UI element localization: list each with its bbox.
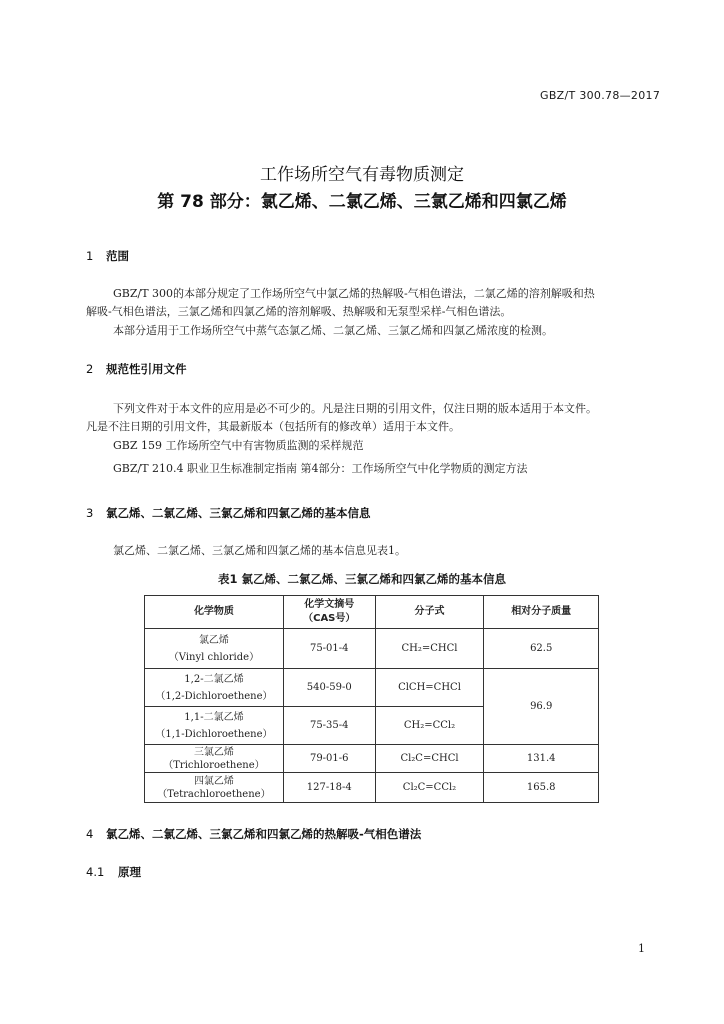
section-heading-method	[86, 826, 421, 842]
cell-substance	[145, 707, 284, 745]
scope-paragraph-line: 解吸-气相色谱法，三氯乙烯和四氯乙烯的溶剂解吸、热解吸和无泵型采样-气相色谱法。	[86, 305, 512, 318]
cell-formula: CH₂=CCl₂	[375, 707, 484, 745]
section-title: 氯乙烯、二氯乙烯、三氯乙烯和四氯乙烯的基本信息	[106, 506, 371, 520]
section-number: 1	[86, 249, 94, 263]
substance-name-en: （Tetrachloroethene）	[157, 788, 271, 800]
table-caption: 表1 氯乙烯、二氯乙烯、三氯乙烯和四氯乙烯的基本信息	[217, 572, 506, 586]
section-heading-basic-info	[86, 505, 371, 521]
cell-cas: 540-59-0	[283, 669, 375, 707]
section-number: 3	[86, 506, 94, 520]
cell-substance	[145, 629, 284, 669]
refs-intro-line: 凡是不注日期的引用文件，其最新版本（包括所有的修改单）适用于本文件。	[86, 420, 460, 433]
scope-paragraph: 本部分适用于工作场所空气中蒸气态氯乙烯、二氯乙烯、三氯乙烯和四氯乙烯浓度的检测。	[113, 324, 553, 337]
cell-formula: ClCH=CHCl	[375, 669, 484, 707]
substance-name-en: （1,2-Dichloroethene）	[155, 690, 273, 702]
section-number: 4	[86, 827, 94, 841]
substance-name-cn: 1,1-二氯乙烯	[184, 711, 244, 723]
doc-subtitle: 第 78 部分：氯乙烯、二氯乙烯、三氯乙烯和四氯乙烯	[157, 192, 567, 212]
header-cas-line: 化学文摘号	[304, 599, 355, 610]
table-row	[145, 745, 599, 773]
header-cas-line: （CAS号）	[303, 613, 356, 624]
section-title: 规范性引用文件	[106, 362, 187, 376]
section-number: 4.1	[86, 865, 105, 879]
substance-name-cn: 四氯乙烯	[193, 775, 234, 787]
cell-formula: Cl₂C=CCl₂	[375, 773, 484, 803]
cell-mass: 131.4	[484, 745, 599, 773]
substance-name-en: （1,1-Dichloroethene）	[155, 728, 273, 740]
substance-name-cn: 三氯乙烯	[193, 746, 234, 758]
section-title: 氯乙烯、二氯乙烯、三氯乙烯和四氯乙烯的热解吸-气相色谱法	[106, 827, 422, 841]
cell-cas: 75-01-4	[283, 629, 375, 669]
cell-mass-merged: 96.9	[484, 669, 599, 745]
reference-item: GBZ/T 210.4 职业卫生标准制定指南 第4部分：工作场所空气中化学物质的测定方法	[113, 462, 528, 475]
table-row	[145, 669, 599, 707]
substance-name-en: （Trichloroethene）	[163, 759, 265, 771]
cell-substance	[145, 669, 284, 707]
subsection-heading-principle	[86, 864, 141, 880]
table-header-row	[145, 596, 599, 629]
cell-mass: 62.5	[484, 629, 599, 669]
table-row	[145, 773, 599, 803]
table-row	[145, 629, 599, 669]
cell-substance	[145, 773, 284, 803]
scope-paragraph-line: GBZ/T 300的本部分规定了工作场所空气中氯乙烯的热解吸-气相色谱法，二氯乙烯的溶剂解吸和热	[113, 287, 595, 300]
doc-title: 工作场所空气有毒物质测定	[260, 165, 464, 185]
substance-name-cn: 氯乙烯	[198, 634, 229, 646]
header-mass: 相对分子质量	[484, 596, 599, 629]
basic-info-table	[144, 595, 599, 803]
section-title: 原理	[118, 865, 141, 879]
section-number: 2	[86, 362, 94, 376]
substance-name-cn: 1,2-二氯乙烯	[184, 673, 244, 685]
cell-formula: CH₂=CHCl	[375, 629, 484, 669]
reference-item: GBZ 159 工作场所空气中有害物质监测的采样规范	[113, 439, 364, 452]
standard-code: GBZ/T 300.78—2017	[540, 89, 661, 102]
section-heading-references	[86, 361, 187, 377]
header-formula: 分子式	[375, 596, 484, 629]
cell-cas: 127-18-4	[283, 773, 375, 803]
header-substance: 化学物质	[145, 596, 284, 629]
page-number: 1	[638, 942, 645, 955]
cell-formula: Cl₂C=CHCl	[375, 745, 484, 773]
cell-cas: 79-01-6	[283, 745, 375, 773]
section-heading-scope	[86, 248, 129, 264]
substance-name-en: （Vinyl chloride）	[168, 651, 260, 663]
basic-info-sentence: 氯乙烯、二氯乙烯、三氯乙烯和四氯乙烯的基本信息见表1。	[113, 544, 406, 557]
cell-substance	[145, 745, 284, 773]
refs-intro-line: 下列文件对于本文件的应用是必不可少的。凡是注日期的引用文件，仅注日期的版本适用于本文件。	[113, 402, 597, 415]
cell-cas: 75-35-4	[283, 707, 375, 745]
header-cas	[283, 596, 375, 629]
section-title: 范围	[106, 249, 129, 263]
cell-mass: 165.8	[484, 773, 599, 803]
